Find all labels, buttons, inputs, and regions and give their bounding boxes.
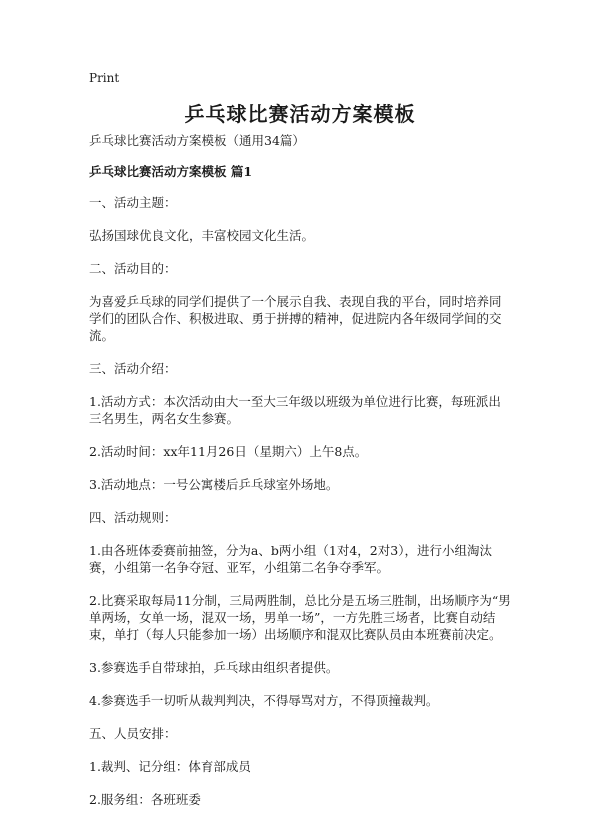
paragraph-time: 2.活动时间：xx年11月26日（星期六）上午8点。 — [89, 444, 368, 459]
document-title: 乒乓球比赛活动方案模板 — [184, 102, 416, 126]
paragraph-location: 3.活动地点：一号公寓楼后乒乓球室外场地。 — [89, 477, 339, 492]
document-body — [89, 132, 511, 824]
paragraph-method: 1.活动方式：本次活动由大一至大三年级以班级为单位进行比赛，每班派出三名男生，两名女生参赛。 — [89, 394, 501, 426]
paragraph-rule-4: 4.参赛选手一切听从裁判判决，不得辱骂对方，不得顶撞裁判。 — [89, 693, 439, 708]
heading-intro: 三、活动介绍： — [89, 361, 177, 376]
paragraph-rule-2: 2.比赛采取每局11分制，三局两胜制，总比分是五场三胜制，出场顺序为“男单两场，女单一场，混双一场，男单一场”，一方先胜三场者，比赛自动结束，单打（每人只能参加一场）出场顺序和混双比赛队员由本班赛前决定。 — [89, 593, 511, 642]
paragraph-theme: 弘扬国球优良文化，丰富校园文化生活。 — [89, 228, 315, 243]
heading-purpose: 二、活动目的： — [89, 261, 177, 276]
print-link[interactable]: Print — [89, 71, 120, 85]
paragraph-purpose: 为喜爱乒乓球的同学们提供了一个展示自我、表现自我的平台，同时培养同学们的团队合作、积极进取、勇于拼搏的精神，促进院内各年级同学间的交流。 — [89, 294, 502, 343]
paragraph-rule-3: 3.参赛选手自带球拍，乒乓球由组织者提供。 — [89, 660, 339, 675]
section-heading: 乒乓球比赛活动方案模板 篇1 — [89, 164, 253, 179]
heading-staff: 五、人员安排： — [89, 726, 177, 741]
paragraph-rule-1: 1.由各班体委赛前抽签，分为a、b两小组（1对4，2对3），进行小组淘汰赛，小组第一名争夺冠、亚军，小组第二名争夺季军。 — [89, 543, 492, 575]
heading-theme: 一、活动主题： — [89, 195, 177, 210]
heading-rules: 四、活动规则： — [89, 510, 177, 525]
document-subtitle: 乒乓球比赛活动方案模板（通用34篇） — [89, 133, 305, 148]
paragraph-staff-2: 2.服务组：各班班委 — [89, 792, 201, 807]
paragraph-staff-1: 1.裁判、记分组：体育部成员 — [89, 759, 251, 774]
